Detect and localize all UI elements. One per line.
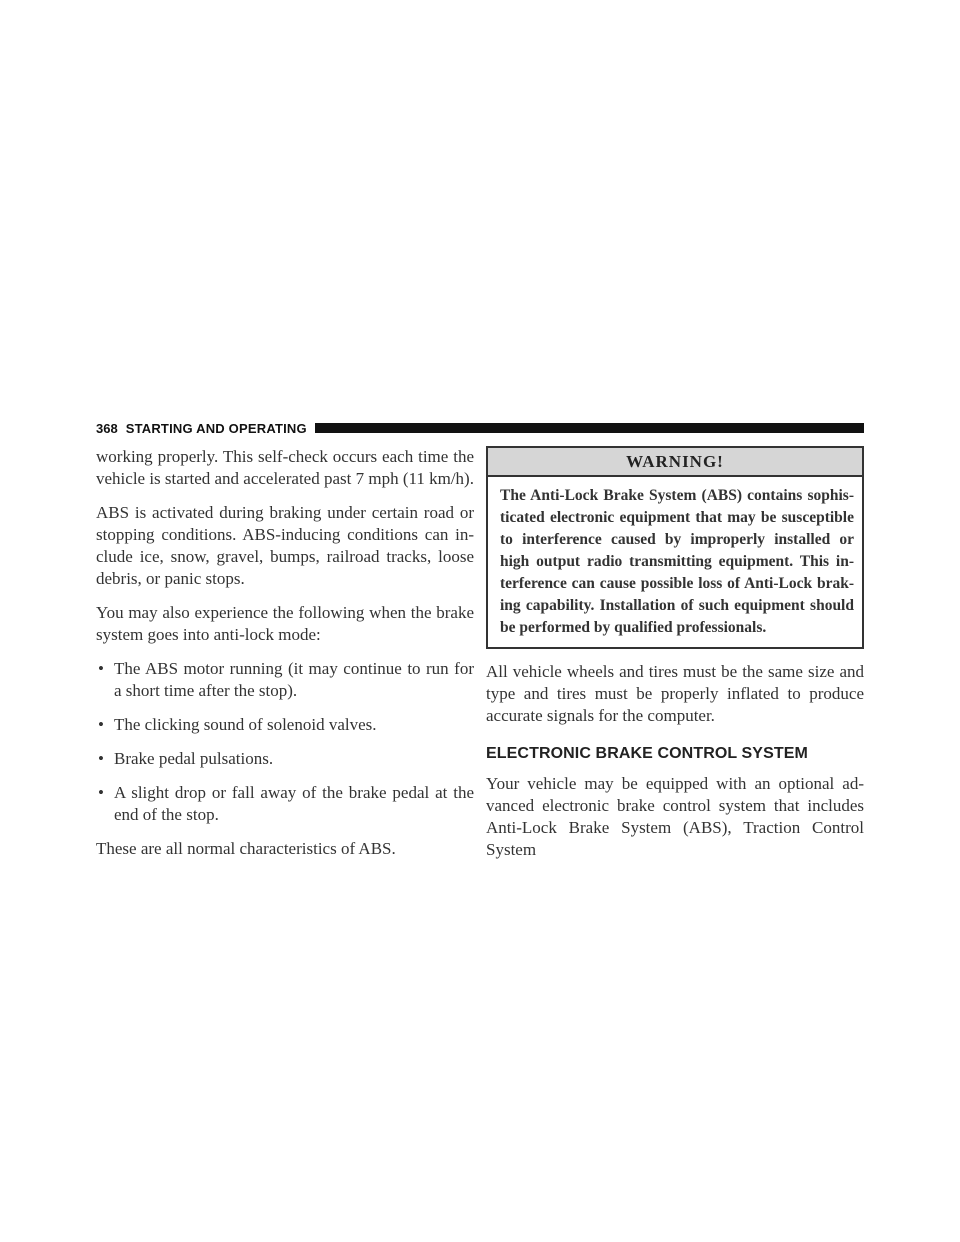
list-item xyxy=(96,748,474,770)
page-number: 368 xyxy=(96,420,118,436)
right-column xyxy=(486,446,864,873)
bullet-icon: • xyxy=(98,659,104,678)
paragraph-wheels-tires: All vehicle wheels and tires must be the same size and type and tires must be properly inflated to produce accurate signals for the computer. xyxy=(486,662,864,725)
bullet-icon: • xyxy=(98,783,104,802)
bullet-icon: • xyxy=(98,715,104,734)
paragraph-anti-lock-mode: You may also experience the following when the brake system goes into anti-lock mode: xyxy=(96,603,474,644)
warning-title: WARNING! xyxy=(488,448,862,477)
list-item-text: A slight drop or fall away of the brake pedal at the end of the stop. xyxy=(114,783,474,824)
paragraph-electronic-brake: Your vehicle may be equipped with an optional ad-vanced electronic brake control system that includes Anti-Lock Brake System (ABS), Traction Control System xyxy=(486,774,864,859)
anti-lock-symptoms-list xyxy=(96,658,474,826)
list-item-text: Brake pedal pulsations. xyxy=(114,749,274,768)
left-column xyxy=(96,446,474,872)
warning-box xyxy=(486,446,864,649)
list-item xyxy=(96,782,474,826)
paragraph-abs-activated: ABS is activated during braking under certain road or stopping conditions. ABS-inducing conditions can in-clude ice, snow, gravel, bumps, railroad tracks, loose debris, or panic stops. xyxy=(96,503,474,588)
list-item xyxy=(96,658,474,702)
header-rule xyxy=(315,423,864,433)
paragraph-self-check: working properly. This self-check occurs each time the vehicle is started and accelerated past 7 mph (11 km/h). xyxy=(96,447,474,488)
bullet-icon: • xyxy=(98,749,104,768)
page-header xyxy=(96,420,864,436)
paragraph-normal-characteristics: These are all normal characteristics of ABS. xyxy=(96,839,396,858)
section-heading: ELECTRONIC BRAKE CONTROL SYSTEM xyxy=(486,745,808,762)
warning-text: The Anti-Lock Brake System (ABS) contains sophis-ticated electronic equipment that may be susceptible to interference caused by improperly installed or high output radio transmitting equipment. This in-terference can cause possible loss of Anti-Lock brak-ing capability. Installation of such equipment should be performed by qualified professionals. xyxy=(500,487,854,636)
list-item xyxy=(96,714,474,736)
list-item-text: The clicking sound of solenoid valves. xyxy=(114,715,377,734)
list-item-text: The ABS motor running (it may continue to run for a short time after the stop). xyxy=(114,659,474,700)
section-title: STARTING AND OPERATING xyxy=(125,420,307,436)
